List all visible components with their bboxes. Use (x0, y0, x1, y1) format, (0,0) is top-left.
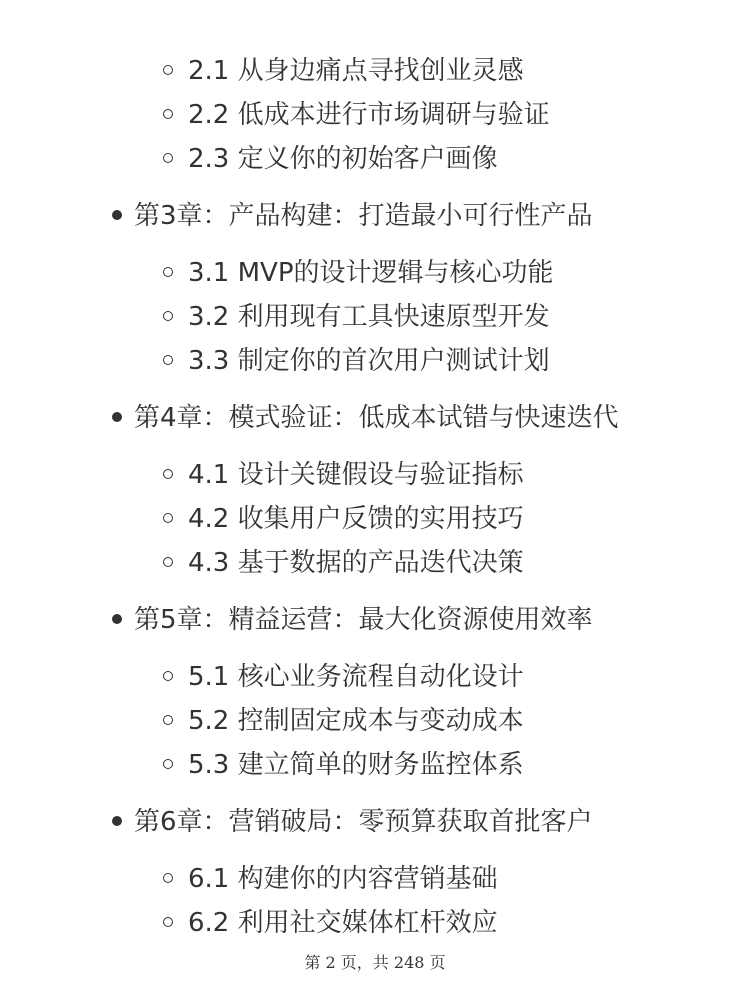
toc-section-label: 5.3 建立简单的财务监控体系 (188, 750, 524, 780)
toc-section-label: 3.1 MVP的设计逻辑与核心功能 (188, 258, 554, 288)
toc-section-item (163, 745, 524, 785)
toc-section-item (163, 341, 550, 381)
toc-chapter-item (112, 398, 619, 438)
toc-section-item (163, 543, 524, 583)
toc-section-label: 2.2 低成本进行市场调研与验证 (188, 100, 550, 130)
toc-section-label: 5.2 控制固定成本与变动成本 (188, 706, 524, 736)
circle-bullet-icon (163, 311, 173, 321)
toc-section-item (163, 701, 524, 741)
circle-bullet-icon (163, 873, 173, 883)
toc-section-label: 2.1 从身边痛点寻找创业灵感 (188, 56, 524, 86)
toc-chapter-item (112, 600, 593, 640)
toc-section-item (163, 657, 524, 697)
disc-bullet-icon (112, 614, 122, 624)
toc-section-item (163, 253, 554, 293)
toc-section-item (163, 455, 524, 495)
toc-chapter-item (112, 802, 593, 842)
disc-bullet-icon (112, 412, 122, 422)
toc-section-item (163, 297, 550, 337)
toc-section-label: 6.2 利用社交媒体杠杆效应 (188, 908, 498, 938)
circle-bullet-icon (163, 109, 173, 119)
toc-section-item (163, 95, 550, 135)
toc-section-label: 4.3 基于数据的产品迭代决策 (188, 548, 524, 578)
circle-bullet-icon (163, 153, 173, 163)
circle-bullet-icon (163, 557, 173, 567)
circle-bullet-icon (163, 469, 173, 479)
circle-bullet-icon (163, 267, 173, 277)
circle-bullet-icon (163, 513, 173, 523)
toc-chapter-label: 第3章：产品构建：打造最小可行性产品 (134, 201, 593, 231)
toc-section-item (163, 139, 498, 179)
disc-bullet-icon (112, 816, 122, 826)
toc-section-item (163, 903, 498, 943)
circle-bullet-icon (163, 715, 173, 725)
page-number-footer: 第 2 页，共 248 页 (304, 953, 446, 972)
circle-bullet-icon (163, 759, 173, 769)
toc-section-label: 3.3 制定你的首次用户测试计划 (188, 346, 550, 376)
toc-chapter-label: 第5章：精益运营：最大化资源使用效率 (134, 605, 593, 635)
toc-section-item (163, 499, 524, 539)
toc-chapter-label: 第4章：模式验证：低成本试错与快速迭代 (134, 403, 619, 433)
disc-bullet-icon (112, 210, 122, 220)
toc-chapter-item (112, 196, 593, 236)
toc-section-label: 4.2 收集用户反馈的实用技巧 (188, 504, 524, 534)
circle-bullet-icon (163, 65, 173, 75)
circle-bullet-icon (163, 917, 173, 927)
toc-section-label: 3.2 利用现有工具快速原型开发 (188, 302, 550, 332)
toc-section-label: 5.1 核心业务流程自动化设计 (188, 662, 524, 692)
circle-bullet-icon (163, 671, 173, 681)
toc-chapter-label: 第6章：营销破局：零预算获取首批客户 (134, 807, 593, 837)
toc-section-item (163, 859, 498, 899)
toc-section-label: 4.1 设计关键假设与验证指标 (188, 460, 524, 490)
circle-bullet-icon (163, 355, 173, 365)
toc-section-item (163, 51, 524, 91)
toc-section-label: 2.3 定义你的初始客户画像 (188, 144, 498, 174)
toc-section-label: 6.1 构建你的内容营销基础 (188, 864, 498, 894)
